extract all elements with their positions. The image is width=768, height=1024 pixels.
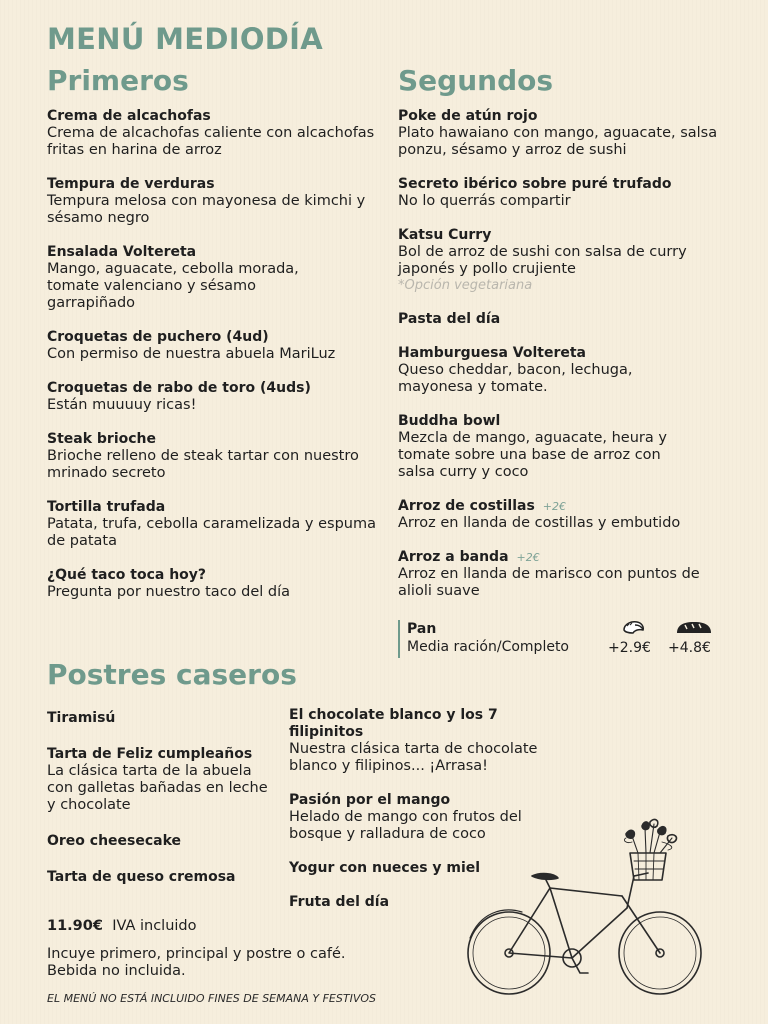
item-name: Tempura de verduras: [47, 176, 215, 192]
segundos-heading: Segundos: [398, 64, 554, 97]
item-description: Mezcla de mango, aguacate, heura y tomate sobre una base de arroz con salsa curry y coco: [398, 430, 667, 480]
item-description: Crema de alcachofas caliente con alcachofas fritas en harina de arroz: [47, 125, 375, 158]
menu-item: [398, 227, 733, 294]
item-name: [398, 498, 733, 515]
menu-item: [398, 311, 733, 328]
item-name: Buddha bowl: [398, 413, 501, 429]
menu-item: [47, 380, 377, 414]
item-description: Tempura melosa con mayonesa de kimchi y sésamo negro: [47, 193, 366, 226]
supplement-badge: +2€: [516, 551, 540, 564]
bread-loaf-icon: [676, 620, 712, 636]
item-name: Pasión por el mango: [289, 792, 451, 808]
item-name: Tarta de Feliz cumpleaños: [47, 746, 253, 762]
primeros-heading: Primeros: [47, 64, 189, 97]
item-description: Patata, trufa, cebolla caramelizada y espuma de patata: [47, 516, 376, 549]
item-description: Bol de arroz de sushi con salsa de curry japonés y pollo crujiente: [398, 244, 687, 277]
drink-text: Bebida no incluida.: [47, 963, 186, 979]
item-name: Katsu Curry: [398, 227, 492, 243]
item-name: Croquetas de rabo de toro (4uds): [47, 380, 311, 396]
bread-name: Pan: [407, 621, 437, 637]
vegetarian-option-note: *Opción vegetariana: [398, 278, 533, 293]
menu-item: [398, 108, 733, 159]
price-tax: IVA incluido: [112, 918, 197, 934]
item-description: Helado de mango con frutos del bosque y ralladura de coco: [289, 809, 522, 842]
primeros-list: [47, 108, 377, 618]
item-name: ¿Qué taco toca hoy?: [47, 567, 207, 583]
postres-heading: Postres caseros: [47, 658, 297, 691]
bicycle-with-flower-basket-icon: [462, 818, 712, 1003]
item-name: Tortilla trufada: [47, 499, 166, 515]
full-bread-price: +4.8€: [668, 640, 711, 656]
menu-item: [47, 176, 377, 227]
menu-title: MENÚ MEDIODÍA: [47, 22, 323, 56]
price-amount: 11.90€: [47, 918, 103, 934]
item-name: Steak brioche: [47, 431, 157, 447]
menu-item: [47, 244, 377, 312]
menu-item: [398, 176, 733, 210]
item-description: Plato hawaiano con mango, aguacate, salsa ponzu, sésamo y arroz de sushi: [398, 125, 718, 158]
item-name: Secreto ibérico sobre puré trufado: [398, 176, 672, 192]
menu-item: [47, 108, 377, 159]
dessert-item: [47, 746, 277, 814]
item-description: Con permiso de nuestra abuela MariLuz: [47, 346, 336, 362]
menu-includes-note: [47, 946, 345, 980]
supplement-badge: +2€: [542, 500, 567, 513]
dessert-item: [47, 869, 277, 886]
item-name: Oreo cheesecake: [47, 833, 182, 849]
includes-text: Incuye primero, principal y postre o café.: [47, 946, 346, 962]
menu-item: [47, 431, 377, 482]
postres-left-list: [47, 710, 277, 903]
item-name: Hamburguesa Voltereta: [398, 345, 586, 361]
item-description: Nuestra clásica tarta de chocolate blanco y filipinos... ¡Arrasa!: [289, 741, 538, 774]
item-name: Yogur con nueces y miel: [289, 860, 481, 876]
item-name: Ensalada Voltereta: [47, 244, 197, 260]
menu-item: [47, 329, 377, 363]
item-description: Están muuuuy ricas!: [47, 397, 197, 413]
item-name: Fruta del día: [289, 894, 390, 910]
item-name: Poke de atún rojo: [398, 108, 538, 124]
menu-item: [398, 498, 733, 532]
item-description: Arroz en llanda de marisco con puntos de alioli suave: [398, 566, 700, 599]
item-description: Pregunta por nuestro taco del día: [47, 584, 291, 600]
item-description: Brioche relleno de steak tartar con nuestro mrinado secreto: [47, 448, 359, 481]
item-name: Tiramisú: [47, 710, 116, 726]
item-name-text: Arroz de costillas: [398, 498, 535, 514]
item-name: Tarta de queso cremosa: [47, 869, 236, 885]
menu-item: [47, 567, 377, 601]
bread-option: [398, 620, 737, 658]
menu-item: [398, 549, 733, 600]
dessert-item: [47, 710, 277, 727]
segundos-list: [398, 108, 733, 617]
bread-description: Media ración/Completo: [407, 639, 569, 655]
item-name: El chocolate blanco y los 7 filipinitos: [289, 707, 498, 740]
dessert-item: [47, 833, 277, 850]
item-name: Pasta del día: [398, 311, 501, 327]
menu-price: [47, 918, 197, 934]
item-name: Crema de alcachofas: [47, 108, 211, 124]
item-description: Mango, aguacate, cebolla morada, tomate valenciano y sésamo garrapiñado: [47, 261, 299, 311]
menu-item: [398, 345, 733, 396]
item-name: [398, 549, 733, 566]
menu-item: [398, 413, 733, 481]
item-name-text: Arroz a banda: [398, 549, 509, 565]
half-bread-icon: [621, 620, 645, 636]
footer-note: EL MENÚ NO ESTÁ INCLUIDO FINES DE SEMANA Y FESTIVOS: [47, 992, 376, 1005]
item-description: La clásica tarta de la abuela con galletas bañadas en leche y chocolate: [47, 763, 268, 813]
item-description: No lo querrás compartir: [398, 193, 571, 209]
item-description: Queso cheddar, bacon, lechuga, mayonesa y tomate.: [398, 362, 633, 395]
dessert-item: [289, 707, 559, 775]
menu-item: [47, 499, 377, 550]
half-bread-price: +2.9€: [608, 640, 651, 656]
item-description: Arroz en llanda de costillas y embutido: [398, 515, 681, 531]
item-name: Croquetas de puchero (4ud): [47, 329, 269, 345]
